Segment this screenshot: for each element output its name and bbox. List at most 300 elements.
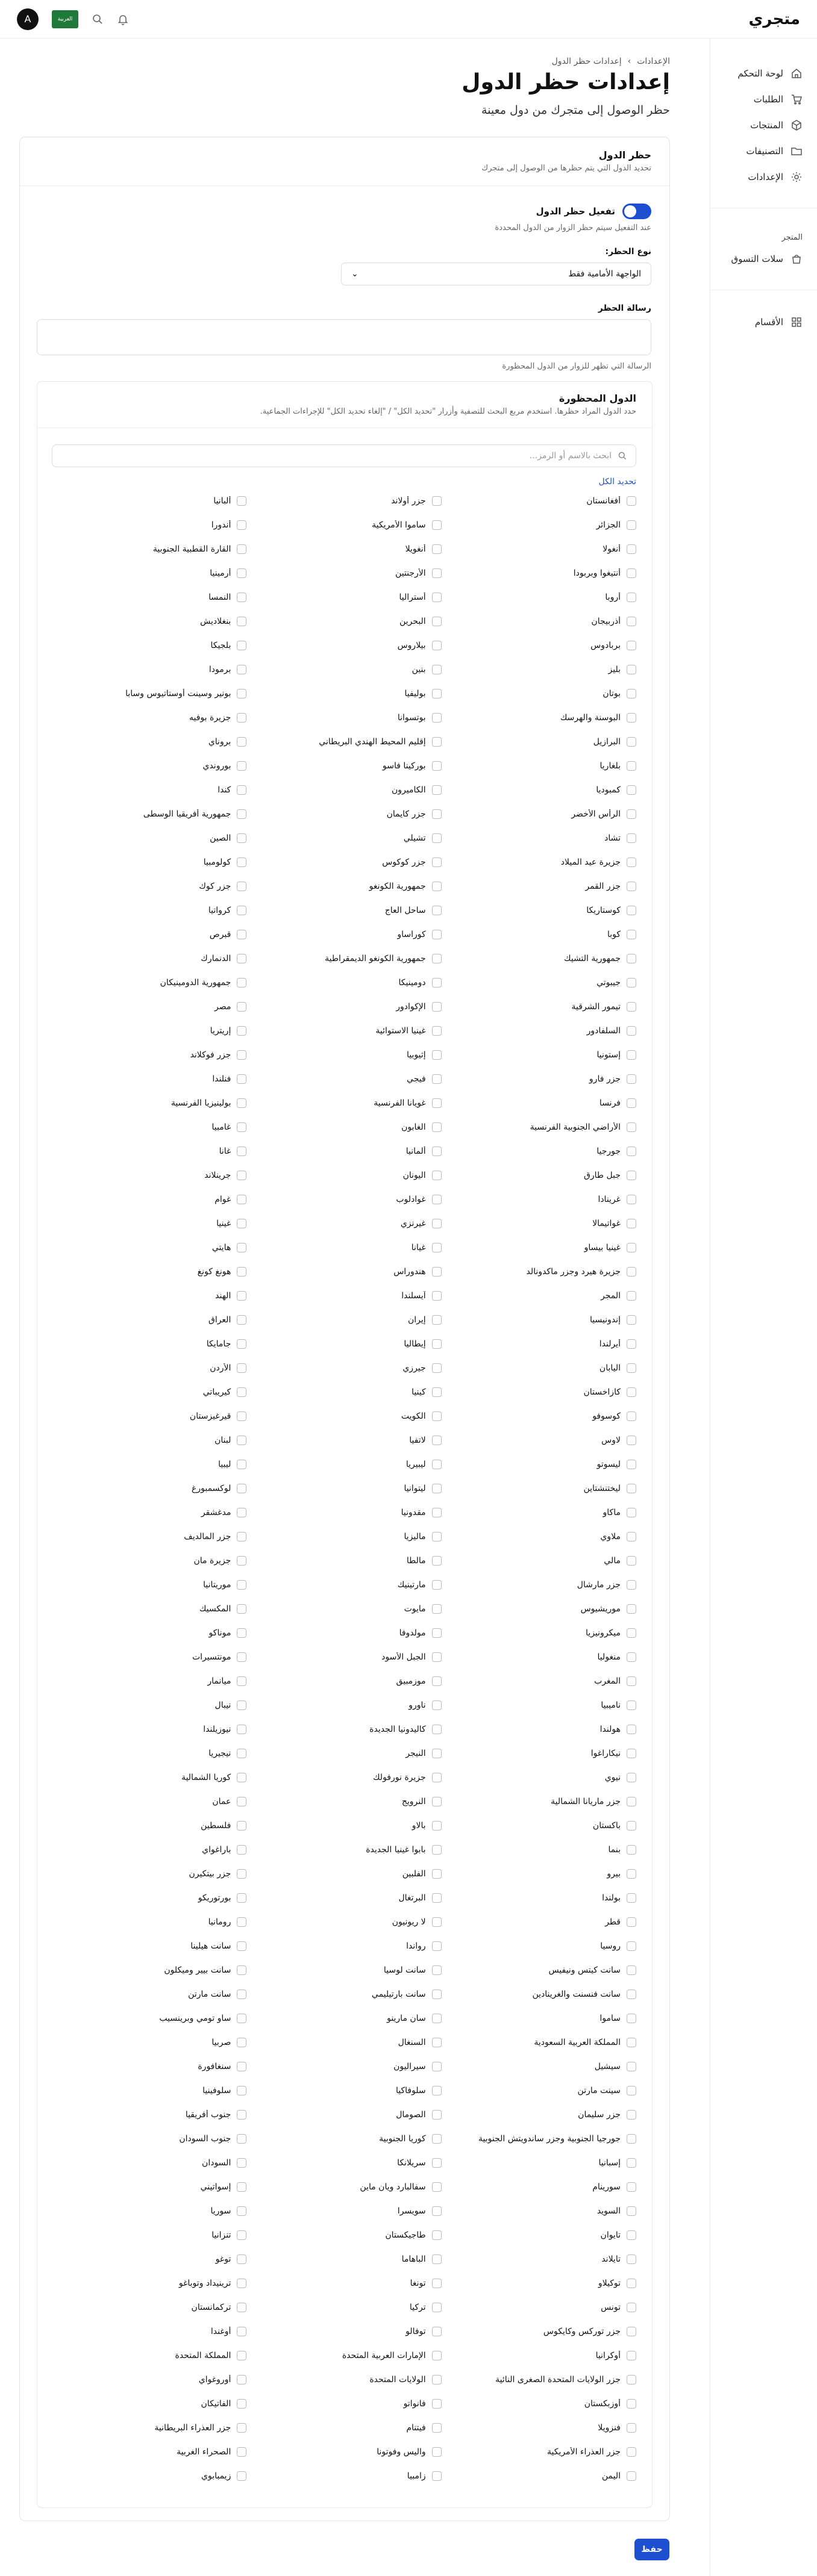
country-checkbox[interactable] [627,665,636,674]
country-option[interactable] [246,2423,441,2433]
country-checkbox[interactable] [237,2182,246,2192]
country-option[interactable] [246,665,441,674]
country-checkbox[interactable] [432,1219,442,1228]
country-option[interactable] [52,544,246,554]
country-checkbox[interactable] [627,1652,636,1662]
country-checkbox[interactable] [237,1604,246,1614]
country-checkbox[interactable] [627,1556,636,1566]
country-option[interactable] [246,1387,441,1397]
country-checkbox[interactable] [627,1098,636,1108]
country-checkbox[interactable] [432,568,442,578]
country-checkbox[interactable] [432,1291,442,1301]
country-option[interactable] [246,1122,441,1132]
country-option[interactable] [442,1267,636,1277]
country-option[interactable] [52,1893,246,1903]
country-option[interactable] [246,1002,441,1012]
country-checkbox[interactable] [627,1026,636,1036]
country-checkbox[interactable] [237,978,246,988]
country-checkbox[interactable] [627,1941,636,1951]
country-checkbox[interactable] [627,1604,636,1614]
country-option[interactable] [52,2447,246,2457]
country-option[interactable] [246,641,441,650]
country-option[interactable] [442,1652,636,1662]
country-option[interactable] [52,1460,246,1469]
country-option[interactable] [52,2134,246,2144]
country-option[interactable] [52,1652,246,1662]
country-checkbox[interactable] [432,1243,442,1252]
country-option[interactable] [442,2014,636,2023]
country-option[interactable] [52,496,246,506]
country-checkbox[interactable] [432,1195,442,1204]
country-checkbox[interactable] [627,2375,636,2385]
country-checkbox[interactable] [432,1652,442,1662]
country-checkbox[interactable] [237,1917,246,1927]
country-option[interactable] [442,2254,636,2264]
country-checkbox[interactable] [432,1941,442,1951]
country-option[interactable] [52,761,246,771]
breadcrumb-parent[interactable]: الإعدادات [637,57,670,66]
country-option[interactable] [52,2351,246,2360]
country-option[interactable] [52,1508,246,1517]
country-checkbox[interactable] [627,737,636,747]
country-option[interactable] [442,665,636,674]
country-option[interactable] [442,1387,636,1397]
country-option[interactable] [52,1749,246,1758]
country-option[interactable] [442,2399,636,2409]
country-checkbox[interactable] [627,1002,636,1012]
country-option[interactable] [52,1243,246,1252]
country-option[interactable] [52,593,246,602]
country-checkbox[interactable] [627,1387,636,1397]
country-option[interactable] [52,1291,246,1301]
country-checkbox[interactable] [627,1508,636,1517]
country-checkbox[interactable] [432,1628,442,1638]
country-option[interactable] [52,617,246,626]
country-option[interactable] [52,520,246,530]
country-checkbox[interactable] [627,1050,636,1060]
country-option[interactable] [442,496,636,506]
country-option[interactable] [246,520,441,530]
country-checkbox[interactable] [432,1676,442,1686]
country-option[interactable] [442,1315,636,1325]
country-checkbox[interactable] [237,2158,246,2168]
country-option[interactable] [442,1436,636,1445]
country-option[interactable] [246,1676,441,1686]
country-checkbox[interactable] [432,1556,442,1566]
country-option[interactable] [246,1484,441,1493]
country-checkbox[interactable] [237,568,246,578]
country-option[interactable] [246,2254,441,2264]
country-checkbox[interactable] [627,2447,636,2457]
country-option[interactable] [442,1291,636,1301]
country-checkbox[interactable] [237,2086,246,2095]
country-option[interactable] [442,2303,636,2312]
country-option[interactable] [52,1387,246,1397]
country-checkbox[interactable] [627,1460,636,1469]
country-option[interactable] [52,1195,246,1204]
country-checkbox[interactable] [237,2206,246,2216]
country-checkbox[interactable] [237,2110,246,2120]
country-option[interactable] [246,2014,441,2023]
country-checkbox[interactable] [627,2206,636,2216]
country-checkbox[interactable] [432,1821,442,1831]
country-option[interactable] [246,2279,441,2288]
country-checkbox[interactable] [627,1074,636,1084]
country-checkbox[interactable] [627,882,636,891]
country-option[interactable] [246,906,441,915]
country-checkbox[interactable] [237,1484,246,1493]
country-checkbox[interactable] [627,2182,636,2192]
country-checkbox[interactable] [237,1411,246,1421]
block-type-select[interactable] [341,263,651,285]
country-option[interactable] [246,2375,441,2385]
country-checkbox[interactable] [432,1700,442,1710]
country-checkbox[interactable] [432,2375,442,2385]
country-checkbox[interactable] [627,1628,636,1638]
store-logo[interactable]: متجري [748,10,800,28]
country-option[interactable] [442,2110,636,2120]
country-option[interactable] [246,1460,441,1469]
sidebar-item-categories[interactable] [710,138,817,164]
country-option[interactable] [442,1532,636,1542]
country-checkbox[interactable] [432,1315,442,1325]
country-option[interactable] [246,1291,441,1301]
country-checkbox[interactable] [627,2399,636,2409]
country-option[interactable] [246,1845,441,1855]
country-option[interactable] [442,1965,636,1975]
country-option[interactable] [246,833,441,843]
country-option[interactable] [52,1821,246,1831]
country-checkbox[interactable] [237,1267,246,1277]
country-option[interactable] [442,2327,636,2336]
country-option[interactable] [246,1893,441,1903]
country-checkbox[interactable] [432,2303,442,2312]
country-checkbox[interactable] [237,1580,246,1590]
country-checkbox[interactable] [237,593,246,602]
country-checkbox[interactable] [432,496,442,506]
sidebar-item-sections[interactable] [710,309,817,335]
country-checkbox[interactable] [432,2399,442,2409]
country-checkbox[interactable] [432,2447,442,2457]
country-checkbox[interactable] [432,954,442,963]
country-option[interactable] [442,1411,636,1421]
country-checkbox[interactable] [432,1749,442,1758]
country-checkbox[interactable] [432,665,442,674]
country-option[interactable] [442,930,636,939]
country-search-input[interactable] [52,444,636,467]
country-option[interactable] [246,1749,441,1758]
country-option[interactable] [442,2206,636,2216]
country-checkbox[interactable] [237,2327,246,2336]
country-checkbox[interactable] [432,833,442,843]
country-option[interactable] [246,978,441,988]
country-option[interactable] [52,1845,246,1855]
country-option[interactable] [442,761,636,771]
country-checkbox[interactable] [237,713,246,723]
country-option[interactable] [52,2014,246,2023]
country-checkbox[interactable] [237,1195,246,1204]
country-option[interactable] [246,1098,441,1108]
country-option[interactable] [52,1050,246,1060]
country-option[interactable] [52,2423,246,2433]
country-checkbox[interactable] [432,930,442,939]
country-checkbox[interactable] [627,689,636,698]
country-checkbox[interactable] [432,2423,442,2433]
country-checkbox[interactable] [432,1580,442,1590]
country-option[interactable] [246,809,441,819]
country-option[interactable] [442,2134,636,2144]
country-option[interactable] [442,1363,636,1373]
country-option[interactable] [442,1797,636,1806]
country-checkbox[interactable] [627,1845,636,1855]
country-option[interactable] [442,1821,636,1831]
country-option[interactable] [52,2303,246,2312]
country-option[interactable] [246,1532,441,1542]
country-checkbox[interactable] [237,2038,246,2047]
country-checkbox[interactable] [627,2158,636,2168]
sidebar-item-carts[interactable] [710,246,817,272]
country-option[interactable] [442,737,636,747]
country-option[interactable] [246,544,441,554]
country-checkbox[interactable] [432,1074,442,1084]
country-checkbox[interactable] [237,1965,246,1975]
country-checkbox[interactable] [627,713,636,723]
country-checkbox[interactable] [627,1484,636,1493]
language-flag-icon[interactable] [52,10,78,28]
country-option[interactable] [246,1219,441,1228]
country-option[interactable] [442,1990,636,1999]
country-checkbox[interactable] [237,1098,246,1108]
country-checkbox[interactable] [237,2134,246,2144]
country-checkbox[interactable] [237,1773,246,1782]
bell-icon[interactable] [117,13,129,25]
country-checkbox[interactable] [432,857,442,867]
country-option[interactable] [246,1074,441,1084]
country-checkbox[interactable] [237,761,246,771]
country-checkbox[interactable] [237,1315,246,1325]
country-option[interactable] [442,1460,636,1469]
country-option[interactable] [442,593,636,602]
country-option[interactable] [442,1893,636,1903]
country-option[interactable] [442,617,636,626]
country-checkbox[interactable] [627,1436,636,1445]
country-option[interactable] [442,544,636,554]
country-option[interactable] [52,1797,246,1806]
country-checkbox[interactable] [627,1532,636,1542]
country-option[interactable] [442,1219,636,1228]
country-option[interactable] [52,737,246,747]
country-checkbox[interactable] [432,2014,442,2023]
country-option[interactable] [442,833,636,843]
country-option[interactable] [442,1026,636,1036]
country-option[interactable] [52,1122,246,1132]
country-option[interactable] [52,1315,246,1325]
country-option[interactable] [442,713,636,723]
country-checkbox[interactable] [627,2303,636,2312]
country-option[interactable] [442,641,636,650]
country-checkbox[interactable] [432,544,442,554]
country-option[interactable] [52,2399,246,2409]
country-option[interactable] [52,1436,246,1445]
country-option[interactable] [246,2062,441,2071]
country-option[interactable] [52,1869,246,1879]
country-option[interactable] [442,785,636,795]
country-option[interactable] [442,1339,636,1349]
country-checkbox[interactable] [627,1917,636,1927]
country-option[interactable] [246,1917,441,1927]
country-option[interactable] [442,1122,636,1132]
country-checkbox[interactable] [237,1821,246,1831]
country-checkbox[interactable] [432,2327,442,2336]
country-checkbox[interactable] [627,1749,636,1758]
country-checkbox[interactable] [237,1725,246,1734]
country-option[interactable] [246,2351,441,2360]
country-checkbox[interactable] [432,906,442,915]
enable-block-toggle[interactable] [622,204,651,219]
country-checkbox[interactable] [237,2423,246,2433]
country-option[interactable] [52,1484,246,1493]
country-option[interactable] [246,1797,441,1806]
country-option[interactable] [52,1074,246,1084]
country-checkbox[interactable] [432,1917,442,1927]
country-checkbox[interactable] [627,1869,636,1879]
country-option[interactable] [52,1628,246,1638]
country-checkbox[interactable] [627,1122,636,1132]
country-checkbox[interactable] [627,593,636,602]
country-checkbox[interactable] [432,1146,442,1156]
country-checkbox[interactable] [432,1436,442,1445]
country-checkbox[interactable] [237,1869,246,1879]
country-checkbox[interactable] [237,617,246,626]
country-checkbox[interactable] [432,713,442,723]
country-checkbox[interactable] [237,1002,246,1012]
country-option[interactable] [246,1580,441,1590]
avatar[interactable]: A [17,8,39,30]
country-checkbox[interactable] [627,954,636,963]
country-checkbox[interactable] [237,641,246,650]
country-checkbox[interactable] [627,809,636,819]
country-option[interactable] [246,1556,441,1566]
country-option[interactable] [52,1917,246,1927]
country-checkbox[interactable] [627,1146,636,1156]
country-checkbox[interactable] [627,1363,636,1373]
country-checkbox[interactable] [237,1050,246,1060]
country-checkbox[interactable] [237,2375,246,2385]
country-option[interactable] [52,1363,246,1373]
country-option[interactable] [442,689,636,698]
country-option[interactable] [52,1941,246,1951]
country-checkbox[interactable] [237,785,246,795]
country-option[interactable] [442,2447,636,2457]
country-option[interactable] [246,2303,441,2312]
country-option[interactable] [246,2206,441,2216]
country-checkbox[interactable] [432,1869,442,1879]
country-checkbox[interactable] [432,1002,442,1012]
country-option[interactable] [442,1050,636,1060]
country-checkbox[interactable] [627,785,636,795]
country-option[interactable] [52,2158,246,2168]
country-checkbox[interactable] [432,2182,442,2192]
country-option[interactable] [52,978,246,988]
country-option[interactable] [442,1604,636,1614]
country-option[interactable] [442,2423,636,2433]
country-option[interactable] [442,978,636,988]
country-option[interactable] [246,2110,441,2120]
search-icon[interactable] [92,13,104,25]
country-checkbox[interactable] [627,2351,636,2360]
country-option[interactable] [246,593,441,602]
country-option[interactable] [442,1508,636,1517]
country-checkbox[interactable] [627,1676,636,1686]
country-checkbox[interactable] [627,2086,636,2095]
country-checkbox[interactable] [627,617,636,626]
country-checkbox[interactable] [432,1845,442,1855]
country-checkbox[interactable] [237,1243,246,1252]
country-option[interactable] [246,2327,441,2336]
country-checkbox[interactable] [237,1941,246,1951]
country-checkbox[interactable] [432,2351,442,2360]
country-option[interactable] [442,1195,636,1204]
country-option[interactable] [52,954,246,963]
country-checkbox[interactable] [627,1219,636,1228]
sidebar-item-products[interactable] [710,112,817,138]
country-checkbox[interactable] [237,2303,246,2312]
country-option[interactable] [246,617,441,626]
country-option[interactable] [442,1773,636,1782]
country-checkbox[interactable] [432,2038,442,2047]
country-checkbox[interactable] [237,1508,246,1517]
country-option[interactable] [52,665,246,674]
country-checkbox[interactable] [627,761,636,771]
country-checkbox[interactable] [237,954,246,963]
country-option[interactable] [52,1773,246,1782]
country-option[interactable] [52,2279,246,2288]
country-checkbox[interactable] [627,2134,636,2144]
country-option[interactable] [52,2038,246,2047]
country-checkbox[interactable] [627,2038,636,2047]
country-option[interactable] [246,737,441,747]
country-checkbox[interactable] [627,1797,636,1806]
country-checkbox[interactable] [237,2351,246,2360]
country-option[interactable] [442,906,636,915]
country-option[interactable] [442,1580,636,1590]
country-checkbox[interactable] [237,737,246,747]
country-checkbox[interactable] [432,1050,442,1060]
country-option[interactable] [442,1725,636,1734]
country-option[interactable] [52,2230,246,2240]
country-checkbox[interactable] [237,1845,246,1855]
country-option[interactable] [246,1315,441,1325]
country-checkbox[interactable] [432,689,442,698]
country-option[interactable] [246,1725,441,1734]
country-option[interactable] [52,2206,246,2216]
country-checkbox[interactable] [627,2110,636,2120]
sidebar-item-dashboard[interactable] [710,60,817,86]
country-checkbox[interactable] [432,2230,442,2240]
country-option[interactable] [246,1773,441,1782]
country-checkbox[interactable] [432,1122,442,1132]
country-option[interactable] [52,2327,246,2336]
country-checkbox[interactable] [432,785,442,795]
country-checkbox[interactable] [627,568,636,578]
country-option[interactable] [246,1411,441,1421]
country-checkbox[interactable] [237,906,246,915]
country-option[interactable] [246,1628,441,1638]
country-option[interactable] [442,2375,636,2385]
country-checkbox[interactable] [627,2062,636,2071]
country-checkbox[interactable] [237,1797,246,1806]
country-checkbox[interactable] [432,617,442,626]
